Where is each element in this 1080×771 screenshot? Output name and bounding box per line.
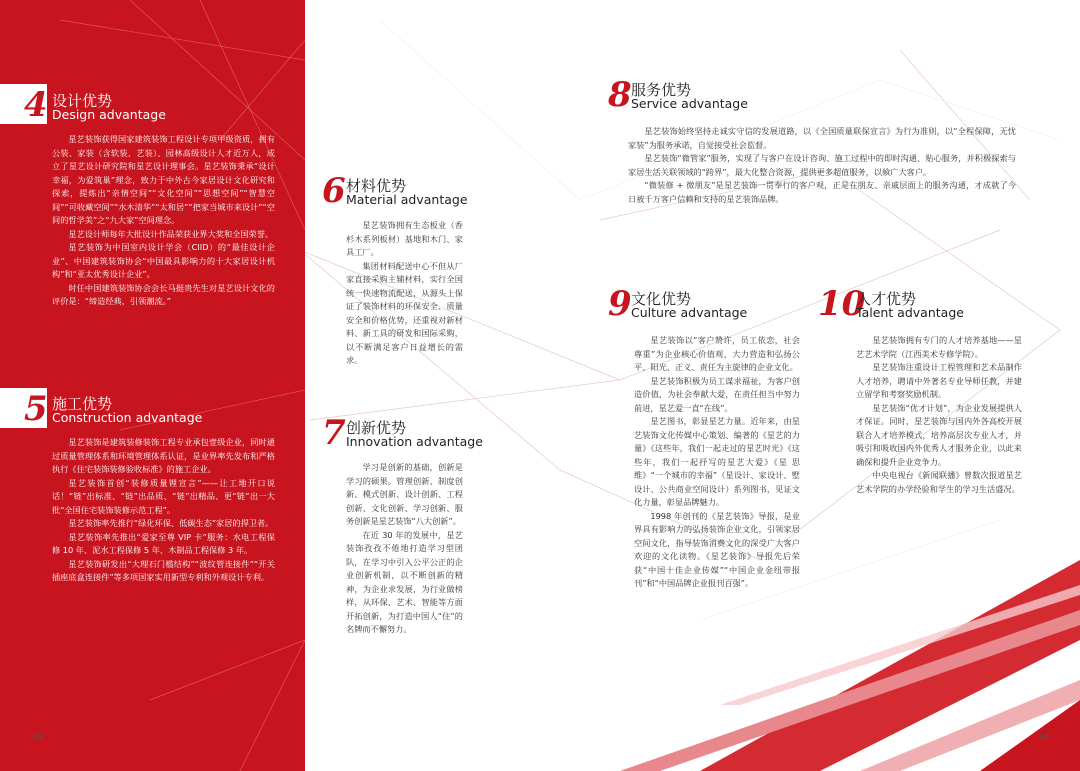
material-body: [346, 219, 463, 368]
section-number-5: 5: [24, 389, 48, 429]
service-body: [628, 125, 1016, 206]
culture-body: [634, 334, 800, 591]
paragraph: 在近 30 年的发展中，星艺装饰孜孜不倦地打造学习型团队，在学习中引入公平公正的企业创新机制，以不断创新的精神，为企业求发展，为行业做榜样，从环保、艺术、智能等方面开拓创新，为打造中国人“住”的名牌而不懈努力。: [346, 529, 463, 634]
paragraph: 星艺装饰拥有专门的人才培养基地——星艺艺术学院（江西美术专修学院）。: [856, 335, 1022, 359]
service-title-cn: 服务优势: [631, 81, 692, 99]
paragraph: 星艺装饰获得国家建筑装饰工程设计专项甲级资质，拥有公装、家装（含软装、艺装）、园林高级设计人才近万人，成立了星艺设计研究院和星艺设计理事会。星艺装饰秉承“设计幸福，为爱筑巢”理念，致力于中外古今家居设计文化研究和探索，提炼出“亲情空间”“文化空间”“思想空间”“智慧空间”“可收藏空间”“水木清华”“太和居”“把家当城市来设计”“空间的哲学美”之“九大家”空间理念。: [52, 134, 275, 225]
paragraph: 星艺装饰是建筑装修装饰工程专业承包壹级企业，同时通过质量管理体系和环境管理体系认证，是业界率先发布和严格执行《住宅装饰装修验收标准》的施工企业。: [52, 437, 275, 474]
paragraph: 星艺装饰以“客户赞许，员工依恋，社会尊重”为企业核心价值观，大力营造和弘扬公平、阳光、正义、责任为主旋律的企业文化。: [634, 335, 800, 372]
construction-title-en: Construction advantage: [52, 410, 203, 425]
paragraph: 星艺设计师每年大批设计作品荣获业界大奖和全国荣誉。: [68, 228, 274, 239]
design-title-en: Design advantage: [52, 107, 166, 122]
paragraph: 星艺装饰率先推行“绿化环保、低碳生态”家居的捍卫者。: [68, 518, 274, 528]
section-number-8: 8: [608, 75, 632, 115]
paragraph: 星艺装饰积极为员工谋求福祉，为客户创造价值，为社会奉献大爱，在责任担当中努力前进，星艺爱一直“在线”。: [634, 375, 800, 413]
paragraph: 时任中国建筑装饰协会会长马挺贵先生对星艺设计文化的评价是：“缔造经典，引领潮流。”: [52, 282, 275, 306]
talent-body: [856, 334, 1022, 496]
culture-title-cn: 文化优势: [631, 290, 692, 308]
paragraph: 星艺装饰始终坚持走诚实守信的发展道路，以《全国质量联保宣言》为行为准则，以“全程保障，无忧家装”为服务承诺，自觉接受社会监督。: [628, 126, 1016, 150]
material-title-cn: 材料优势: [346, 177, 407, 195]
section-number-6: 6: [322, 171, 346, 211]
section-number-9: 9: [608, 284, 632, 324]
talent-title-cn: 人才优势: [856, 290, 917, 308]
talent-title-en: Talent advantage: [856, 305, 964, 320]
design-title-cn: 设计优势: [52, 92, 113, 110]
innovation-title-cn: 创新优势: [346, 419, 407, 437]
section-number-4: 4: [24, 85, 48, 125]
paragraph: 星艺装饰“优才计划”，为企业发展提供人才保证。同时，星艺装饰与国内外各高校开展联合人才培养模式，培养高层次专业人才，并吸引和吸收国内外优秀人才服务企业，以此来确保和提升企业竞争力。: [856, 402, 1022, 467]
culture-title-en: Culture advantage: [631, 305, 748, 320]
paragraph: 学习是创新的基础，创新是学习的硕果。管理创新、制度创新、模式创新、设计创新、工程创新、文化创新、学习创新、服务创新是星艺装饰“八大创新”。: [346, 462, 463, 526]
page-number-right: 39: [1038, 733, 1050, 743]
paragraph: 1998 年创刊的《星艺装饰》导报，是业界具有影响力的弘扬装饰企业文化，引领家居空间文化，指导装饰消费文化的深受广大客户欢迎的文化读物。《星艺装饰》导报先后荣获“中国十佳企业传媒”“中国企业金纽带报刊”和“中国品牌企业报刊百强”。: [634, 510, 800, 588]
service-title-en: Service advantage: [631, 96, 748, 111]
paragraph: “微装修 + 微朋友”是星艺装饰一贯奉行的客户观，正是在朋友、亲戚层面上的服务沟通，才成就了今日被千万客户信赖和支持的星艺装饰品牌。: [628, 180, 1016, 204]
design-body: [52, 133, 275, 309]
paragraph: 星艺装饰为中国室内设计学会（CIID）的“最佳设计企业”、中国建筑装饰协会“中国最具影响力的十大家居设计机构”和“亚太优秀设计企业”。: [52, 242, 275, 279]
innovation-body: [346, 461, 463, 637]
paragraph: 中央电视台《新闻联播》曾数次报道星艺艺术学院的办学经验和学生的学习生活盛况。: [856, 470, 1022, 494]
paragraph: 星艺装饰拥有生态板业（香杉木系列板材）基地和木门、家具工厂。: [346, 220, 463, 257]
paragraph: 星艺图书，彰显星艺力量。近年来，由星艺装饰文化传媒中心策划、编著的《星艺的力量》《这些年，我们一起走过的星艺时光》《这些年，我们一起抒写的星艺大爱》《星 思维》“一个城市的幸福”（星设计、家设计、墅设计、公共商业空间设计）系列图书，见证文化力量，彰显品牌魅力。: [634, 416, 800, 507]
section-number-10: 10: [818, 284, 866, 324]
paragraph: 星艺装饰率先推出“爱家至尊 VIP 卡”服务：水电工程保修 10 年、泥水工程保修 5 年、木制品工程保修 3 年。: [52, 531, 275, 555]
paragraph: 集团材料配送中心不但从厂家直接采购主辅材料，实行全国统一快速物流配送，从源头上保证了装饰材料的环保安全、质量安全和价格优势，还重视对新材料、新工具的研发和国际采购，以不断满足客户日益增长的需求。: [346, 260, 463, 365]
paragraph: 星艺装饰“微管家”服务，实现了与客户在设计咨询、施工过程中的即时沟通、贴心服务，并积极探索与家居生活关联领域的“跨界”，最大化整合资源，提供更多超值服务，以飨广大客户。: [628, 153, 1016, 177]
paragraph: 星艺装饰研发出“大理石门槛结构”“波纹管连接件”“开关插座底盒连接件”等多项国家实用新型专利和外观设计专利。: [52, 558, 275, 582]
page-number-left: 38: [32, 733, 44, 743]
section-number-7: 7: [322, 413, 346, 453]
paragraph: 星艺装饰注重设计工程管理和艺术品制作人才培养，聘请中外著名专业导师任教，并建立留学和考察奖励机制。: [856, 362, 1022, 399]
material-title-en: Material advantage: [346, 192, 468, 207]
construction-body: [52, 436, 275, 585]
construction-title-cn: 施工优势: [52, 395, 113, 413]
innovation-title-en: Innovation advantage: [346, 434, 483, 449]
paragraph: 星艺装饰首创“装修质量锂宣言”——让工地开口说话！“链”出标准、“链”出品质、“链”出精品、更“链”出一大批“全国住宅装饰装修示范工程”。: [52, 477, 275, 515]
